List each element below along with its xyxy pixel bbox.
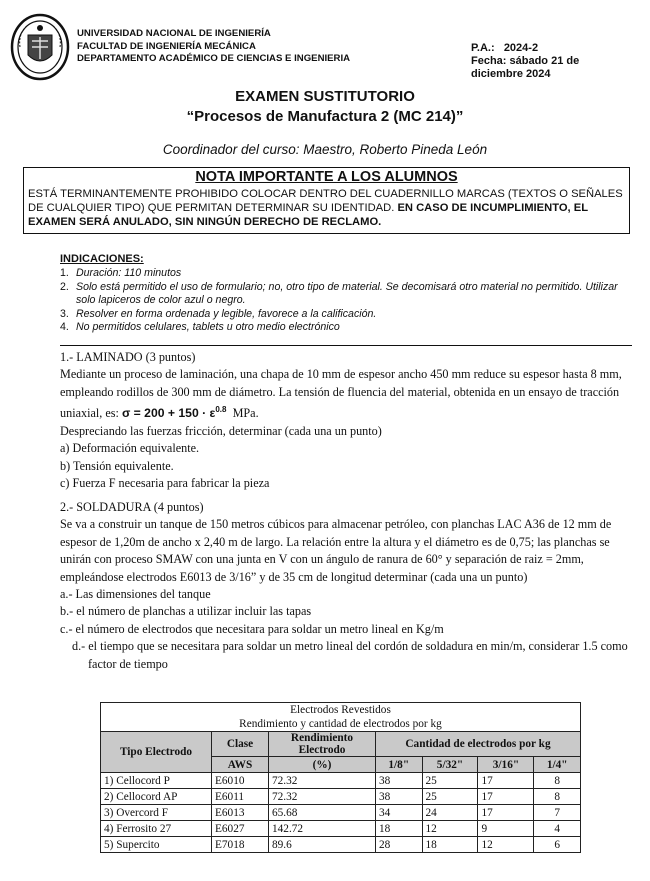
note-body-bold: EN CASO DE INCUMPLIMIENTO, EL EXAMEN SERÁ ANULADO, SIN NINGÚN DERECHO DE RECLAMO.	[28, 202, 588, 228]
question-2-item: a.- Las dimensiones del tanque	[60, 587, 211, 602]
note-body: ESTÁ TERMINANTEMENTE PROHIBIDO COLOCAR DENTRO DEL CUADERNILLO MARCAS (TEXTOS O SEÑALES DE CUALQUIER TIPO) QUE PERMITAN DETERMINAR SU IDENTIDAD.	[28, 188, 623, 214]
question-2-title: 2.- SOLDADURA (4 puntos)	[60, 500, 204, 514]
header-size: 5/32"	[422, 757, 478, 773]
table-row: 2) Cellocord AP E6011 72.32 38 25 17 8	[101, 789, 581, 805]
electrode-table	[100, 702, 581, 853]
question-2-body: Se va a construir un tanque de 150 metros cúbicos para almacenar petróleo, con planchas LAC A36 de 12 mm de espesor de 1,20m de ancho x 2,40 m de largo. La relación entre la altura y el diámetro es de 0,75; las planchas se unirán con proceso SMAW con una junta en V con un ángulo de ranura de 60° y separación de raiz = 2mm, empleándose electrodos E6013 de 3/16” y de 35 cm de longitud determinar (cada una un punto)	[60, 517, 612, 584]
institution-header	[77, 28, 350, 66]
exam-date-line1: Fecha: sábado 21 de	[471, 55, 580, 67]
header-rendimiento: Rendimiento Electrodo	[269, 732, 376, 757]
question-1	[60, 349, 640, 492]
indications-title: INDICACIONES:	[60, 253, 144, 265]
university-seal-logo	[10, 13, 70, 81]
faculty-name: FACULTAD DE INGENIERÍA MECÁNICA	[77, 40, 256, 52]
indication-item: 1. Duración: 110 minutos	[60, 267, 182, 279]
exam-title: EXAMEN SUSTITUTORIO	[235, 88, 415, 105]
important-note-box	[23, 167, 630, 234]
pa-value: 2024-2	[503, 42, 539, 54]
table-caption-2: Rendimiento y cantidad de electrodos por kg	[101, 717, 581, 732]
note-title: NOTA IMPORTANTE A LOS ALUMNOS	[195, 169, 458, 185]
question-1-instruction: Despreciando las fuerzas fricción, determinar (cada una un punto)	[60, 423, 382, 438]
note-text	[28, 187, 628, 229]
indication-item: 3. Resolver en forma ordenada y legible, favorece a la calificación.	[60, 307, 377, 320]
course-title: “Procesos de Manufactura 2 (MC 214)”	[186, 108, 464, 125]
exam-meta	[471, 42, 641, 81]
pa-label: P.A.:	[471, 42, 495, 54]
header-cantidad: Cantidad de electrodos por kg	[376, 732, 581, 757]
indication-item: 4. No permitidos celulares, tablets u otro medio electrónico	[60, 321, 340, 333]
coordinator-line: Coordinador del curso: Maestro, Roberto Pineda León	[162, 142, 488, 157]
table-caption-1: Electrodos Revestidos	[101, 703, 581, 718]
department-name: DEPARTAMENTO ACADÉMICO DE CIENCIAS E INGENIERIA	[77, 53, 351, 64]
question-2-item: b.- el número de planchas a utilizar incluir las tapas	[60, 604, 312, 619]
header-size: 3/16"	[478, 757, 534, 773]
question-1-item: b) Tensión equivalente.	[60, 458, 174, 473]
question-1-body: Mediante un proceso de laminación, una chapa de 10 mm de espesor ancho 450 mm reduce su espesor hasta 8 mm, empleando rodillos de 300 mm de diámetro. La tensión de fluencia del material, obtenida en un ensayo de tracción uniaxial, es: $\sigma = 200 + 150 \cdot \varepsilon^{0.8}$ MPa.	[60, 367, 622, 421]
table-row: 5) Supercito E7018 89.6 28 18 12 6	[101, 837, 581, 853]
yield-formula: $\sigma = 200 + 150 \cdot \varepsilon^{0.8}$	[121, 405, 227, 421]
question-1-item: c) Fuerza F necesaria para fabricar la pieza	[60, 475, 270, 490]
header-size: 1/8"	[376, 757, 423, 773]
section-divider	[60, 345, 632, 346]
university-name: UNIVERSIDAD NACIONAL DE INGENIERÍA	[77, 28, 271, 39]
indications-list	[60, 267, 620, 335]
header-size: 1/4"	[534, 757, 581, 773]
question-2	[60, 499, 640, 673]
table-row: 3) Overcord F E6013 65.68 34 24 17 7	[101, 805, 581, 821]
question-1-title: 1.- LAMINADO (3 puntos)	[60, 350, 196, 364]
header-clase: Clase	[212, 732, 269, 757]
exam-date-line2: diciembre 2024	[471, 68, 551, 80]
indication-item: 2. Solo está permitido el uso de formulario; no, otro tipo de material. Se decomisará otro material no permitido. Utilizar solo lapiceros de color azul o negro.	[60, 280, 618, 306]
table-row: 4) Ferrosito 27 E6027 142.72 18 12 9 4	[101, 821, 581, 837]
header-aws: AWS	[212, 757, 269, 773]
question-1-item: a) Deformación equivalente.	[60, 441, 200, 456]
header-tipo: Tipo Electrodo	[101, 732, 212, 773]
header-pct: (%)	[269, 757, 376, 773]
question-2-item: d.- el tiempo que se necesitara para soldar un metro lineal del cordón de soldadura en min/m, considerar 1.5 como factor de tiempo	[72, 639, 628, 671]
formula-unit: MPa.	[232, 406, 259, 421]
table-row: 1) Cellocord P E6010 72.32 38 25 17 8	[101, 773, 581, 789]
question-2-item: c.- el número de electrodos que necesitara para soldar un metro lineal en Kg/m	[60, 621, 444, 636]
